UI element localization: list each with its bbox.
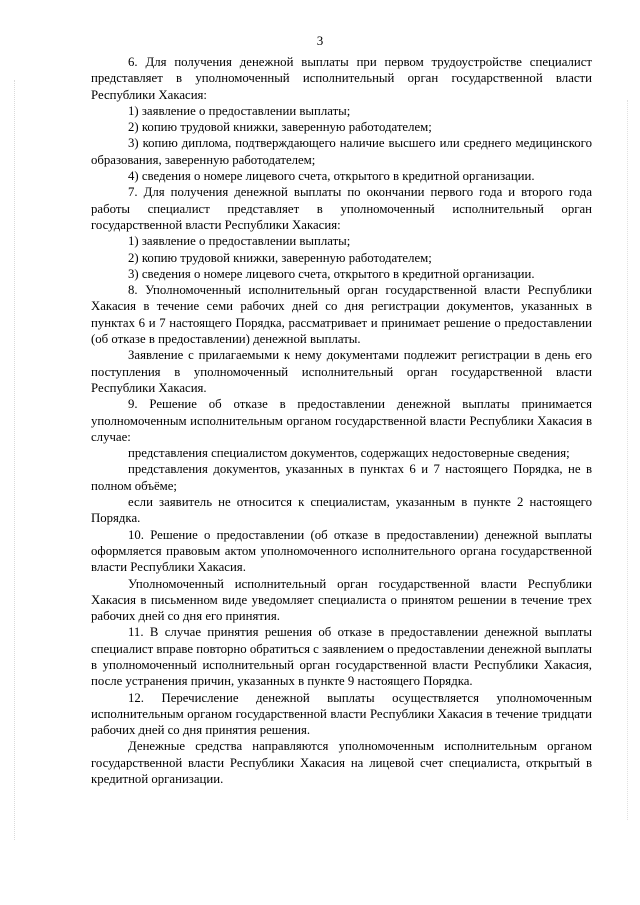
scan-edge-left: [14, 80, 16, 840]
paragraph-8: 8. Уполномоченный исполнительный орган государственной власти Республики Хакасия в течение семи рабочих дней со дня регистрации документов, указанных в пунктах 6 и 7 настоящего Порядка, рассматривает и принимает решение о предоставлении (об отказе в предоставлении) денежной выплаты.: [91, 283, 592, 347]
paragraph-9-case-2: представления документов, указанных в пунктах 6 и 7 настоящего Порядка, не в полном объёме;: [91, 462, 592, 493]
paragraph-7-item-2: 2) копию трудовой книжки, заверенную работодателем;: [128, 250, 432, 265]
paragraph-7-item-3: 3) сведения о номере лицевого счета, открытого в кредитной организации.: [128, 266, 535, 281]
paragraph-10-notice: Уполномоченный исполнительный орган государственной власти Республики Хакасия в письменном виде уведомляет специалиста о принятом решении в течение трех рабочих дней со дня его принятия.: [91, 576, 592, 624]
paragraph-10: 10. Решение о предоставлении (об отказе в предоставлении) денежной выплаты оформляется правовым актом уполномоченного исполнительного органа государственной власти Республики Хакасия.: [91, 527, 592, 575]
paragraph-12-funds: Денежные средства направляются уполномоченным исполнительным органом государственной власти Республики Хакасия на лицевой счет специалиста, открытый в кредитной организации.: [91, 739, 592, 787]
paragraph-6-item-4: 4) сведения о номере лицевого счета, открытого в кредитной организации.: [128, 169, 535, 184]
page-number: 3: [316, 33, 324, 48]
paragraph-6-item-1: 1) заявление о предоставлении выплаты;: [128, 103, 351, 118]
paragraph-6-item-3: 3) копию диплома, подтверждающего наличие высшего или среднего медицинского образования, заверенную работодателем;: [91, 136, 592, 167]
paragraph-9-case-1: представления специалистом документов, содержащих недостоверные сведения;: [128, 446, 570, 461]
scan-edge-right: [627, 100, 629, 820]
paragraph-7-item-1: 1) заявление о предоставлении выплаты;: [128, 234, 351, 249]
paragraph-12: 12. Перечисление денежной выплаты осуществляется уполномоченным исполнительным органом государственной власти Республики Хакасия в течение тридцати рабочих дней со дня принятия решения.: [91, 690, 592, 738]
paragraph-6: 6. Для получения денежной выплаты при первом трудоустройстве специалист представляет в уполномоченный исполнительный орган государственной власти Республики Хакасия:: [91, 55, 592, 102]
paragraph-11: 11. В случае принятия решения об отказе в предоставлении денежной выплаты специалист вправе повторно обратиться с заявлением о предоставлении денежной выплаты в уполномоченный исполнительный орган государственной власти Республики Хакасия, после устранения причин, указанных в пункте 9 настоящего Порядка.: [91, 625, 592, 689]
paragraph-9: 9. Решение об отказе в предоставлении денежной выплаты принимается уполномоченным исполнительным органом государственной власти Республики Хакасия в случае:: [91, 397, 592, 444]
paragraph-6-item-2: 2) копию трудовой книжки, заверенную работодателем;: [128, 120, 432, 135]
paragraph-8-registration: Заявление с прилагаемыми к нему документами подлежит регистрации в день его поступления в уполномоченный исполнительный орган государственной власти Республики Хакасия.: [91, 348, 592, 395]
paragraph-7: 7. Для получения денежной выплаты по окончании первого года и второго года работы специалист представляет в уполномоченный исполнительный орган государственной власти Республики Хакасия:: [91, 185, 592, 232]
paragraph-9-case-3: если заявитель не относится к специалистам, указанным в пункте 2 настоящего Порядка.: [91, 495, 592, 526]
document-body: [91, 54, 592, 787]
